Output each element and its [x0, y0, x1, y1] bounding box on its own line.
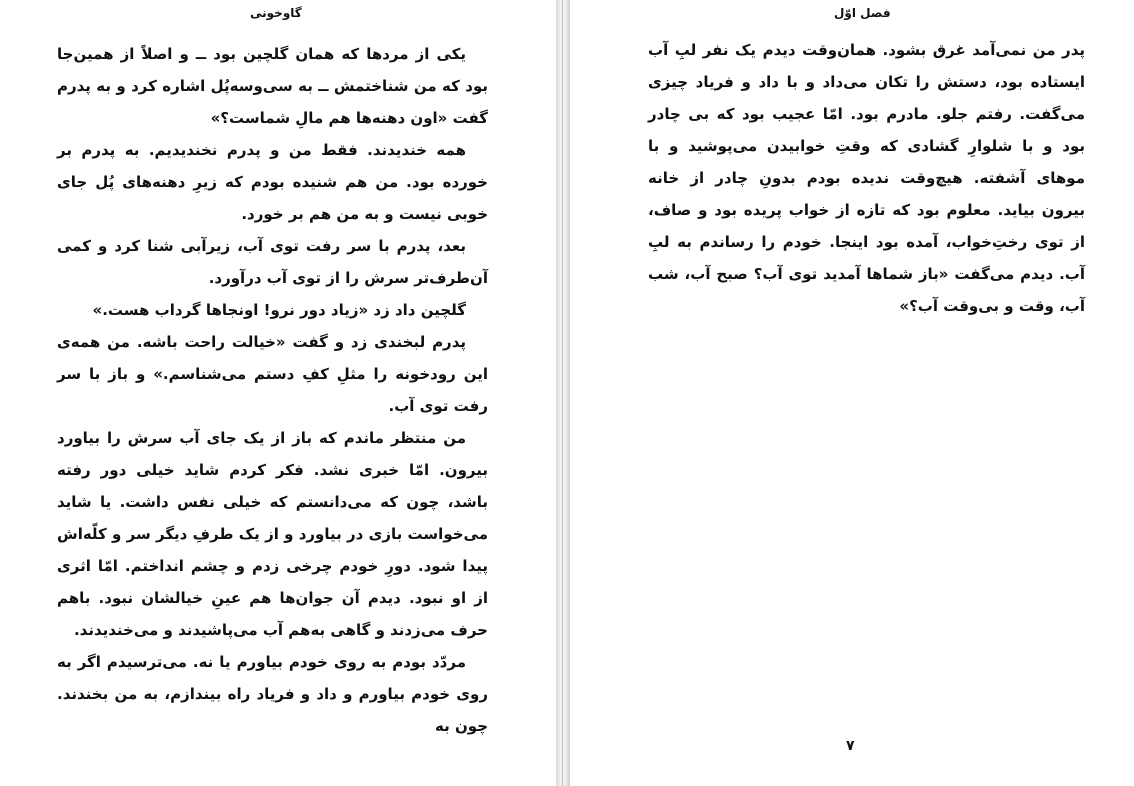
- right-page: [570, 0, 1134, 786]
- paragraph: مردّد بودم به روی خودم بیاورم یا نه. می‌ترسیدم اگر به روی خودم بیاورم و داد و فریاد راه بیندازم، به من بخندند. چون به: [57, 653, 488, 735]
- paragraph: همه خندیدند. فقط من و پدرم نخندیدیم. به پدرم بر خورده بود. من هم شنیده بودم که زیرِ دهنه‌های پُل جای خوبی نیست و به من هم بر خورد.: [57, 141, 488, 223]
- page-number: ۷: [846, 738, 855, 754]
- left-body-text: [57, 38, 488, 742]
- left-running-head: گاوخونی: [250, 6, 302, 20]
- paragraph: یکی از مردها که همان گلچین بود ــ و اصلاً از همین‌جا بود که من شناختمش ــ به سی‌وسه‌پُل اشاره کرد و به پدرم گفت «اون دهنه‌ها هم مالِ شماست؟»: [57, 45, 488, 127]
- paragraph: بعد، پدرم با سر رفت توی آب، زیرآبی شنا کرد و کمی آن‌طرف‌تر سرش را از توی آب درآورد.: [57, 237, 488, 287]
- left-page: [0, 0, 556, 786]
- paragraph: گلچین داد زد «زیاد دور نرو! اونجاها گرداب هست.»: [92, 301, 466, 319]
- right-body-text: [648, 34, 1085, 322]
- paragraph: پدرم لبخندی زد و گفت «خیالت راحت باشه. من همه‌ی این رودخونه را مثلِ کفِ دستم می‌شناسم.» و باز با سر رفت توی آب.: [57, 333, 488, 415]
- paragraph: من منتظر ماندم که باز از یک جای آب سرش را بیاورد بیرون. امّا خبری نشد. فکر کردم شاید خیلی دور رفته باشد، چون که می‌دانستم که خیلی نفس داشت. یا شاید می‌خواست بازی در بیاورد و از یک طرفِ دیگر سر و کلّه‌اش پیدا شود. دورِ خودم چرخی زدم و چشم انداختم. امّا اثری از او نبود. دیدم آن جوان‌ها هم عینِ خیالشان نبود. باهم حرف می‌زدند و گاهی به‌هم آب می‌پاشیدند و می‌خندیدند.: [57, 429, 488, 639]
- right-running-head: فصل اوّل: [834, 6, 891, 20]
- paragraph: پدر من نمی‌آمد غرق بشود. همان‌وقت دیدم یک نفر لبِ آب ایستاده بود، دستش را تکان می‌داد و با داد و فریاد چیزی می‌گفت. رفتم جلو. مادرم بود. امّا عجیب بود که بی چادر بود و با شلوارِ گشادی که وقتِ خوابیدن می‌پوشید و با موهای آشفته. هیچ‌وقت ندیده بودم بدونِ چادر از خانه بیرون بیاید. معلوم بود که تازه از خواب پریده بود و صاف، از توی رختِ‌خواب، آمده بود اینجا. خودم را رساندم به لبِ آب. دیدم می‌گفت «باز شماها آمدید توی آب؟ صبح آب، شب آب، وقت و بی‌وقت آب؟»: [648, 41, 1085, 315]
- book-gutter: [556, 0, 570, 786]
